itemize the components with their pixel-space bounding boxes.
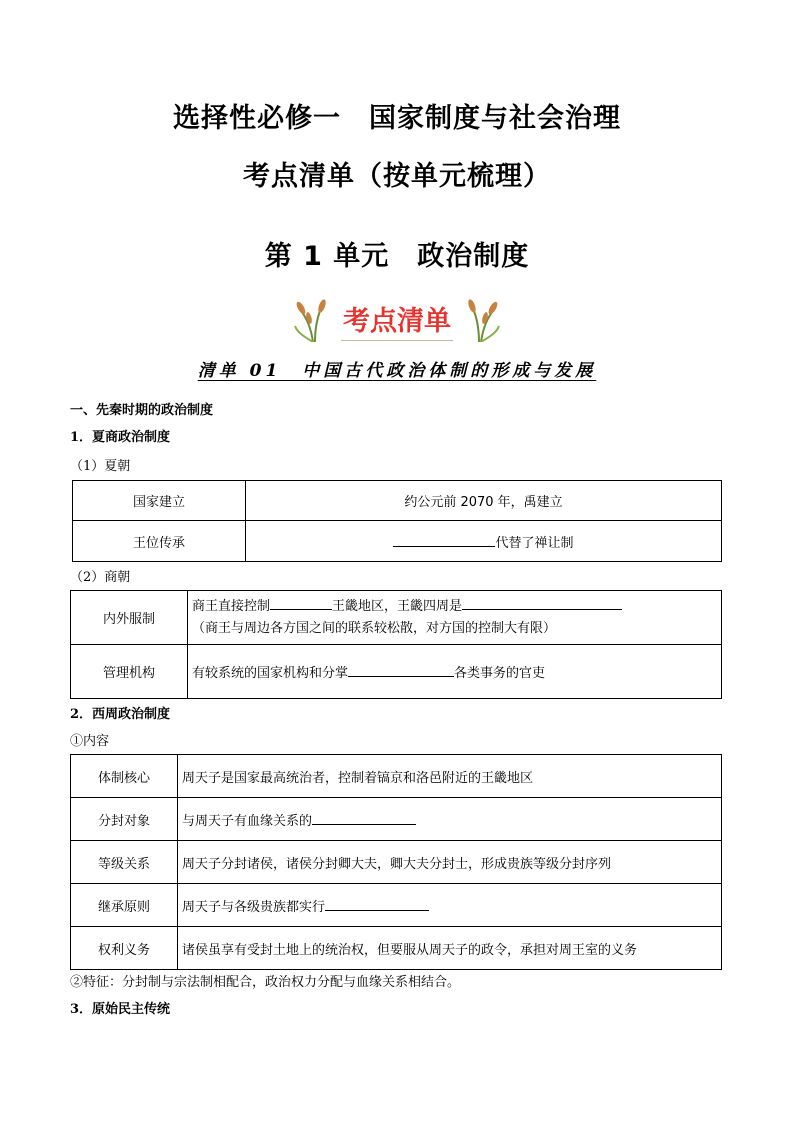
table-row (71, 841, 722, 884)
fill-blank[interactable] (312, 812, 416, 825)
row-value: 诸侯虽享有受封土地上的统治权，但要服从周天子的政令，承担对周王室的义务 (178, 927, 722, 970)
row-value: 有较系统的国家机构和分掌 各类事务的官吏 (188, 645, 722, 699)
feature-note: ②特征：分封制与宗法制相配合，政治权力分配与血缘关系相结合。 (70, 975, 461, 990)
section-banner (0, 296, 794, 344)
row-label: 继承原则 (71, 884, 178, 927)
reed-right-icon (461, 298, 501, 342)
list-heading: 清单 01 中国古代政治体制的形成与发展 (197, 361, 597, 381)
table-row (71, 645, 722, 699)
row-label: 等级关系 (71, 841, 178, 884)
reed-left-icon (293, 298, 333, 342)
row-value: 代替了禅让制 (246, 521, 722, 562)
row-value: 约公元前 2070 年，禹建立 (246, 481, 722, 521)
table-row (73, 481, 722, 521)
fill-blank[interactable] (270, 597, 332, 610)
subsection-label: ①内容 (70, 734, 110, 749)
xia-table (72, 480, 722, 562)
row-value: 商王直接控制 王畿地区，王畿四周是 （商王与周边各方国之间的联系较松散，对方国的控制大有限） (188, 591, 722, 645)
fill-blank[interactable] (393, 534, 495, 547)
document-title: 选择性必修一 国家制度与社会治理 (173, 103, 621, 134)
row-label: 王位传承 (73, 521, 246, 562)
row-value: 与周天子有血缘关系的 (178, 798, 722, 841)
zhou-table (70, 754, 722, 970)
subsection-label: （1）夏朝 (70, 459, 131, 474)
document-subtitle: 考点清单（按单元梳理） (243, 161, 551, 192)
row-label: 体制核心 (71, 755, 178, 798)
row-label: 权利义务 (71, 927, 178, 970)
row-label: 分封对象 (71, 798, 178, 841)
subsection-heading: 2．西周政治制度 (70, 707, 171, 722)
fill-blank[interactable] (462, 597, 622, 610)
shang-table (70, 590, 722, 699)
row-value: 周天子与各级贵族都实行 (178, 884, 722, 927)
section-heading: 一、先秦时期的政治制度 (70, 403, 214, 418)
table-row (71, 884, 722, 927)
table-row (71, 927, 722, 970)
row-label: 内外服制 (71, 591, 188, 645)
row-value: 周天子是国家最高统治者，控制着镐京和洛邑附近的王畿地区 (178, 755, 722, 798)
table-row (71, 798, 722, 841)
subsection-label: （2）商朝 (70, 570, 131, 585)
table-row (71, 755, 722, 798)
row-value: 周天子分封诸侯，诸侯分封卿大夫，卿大夫分封士，形成贵族等级分封序列 (178, 841, 722, 884)
subsection-heading: 3．原始民主传统 (70, 1002, 171, 1017)
fill-blank[interactable] (348, 664, 454, 677)
banner-title: 考点清单 (341, 299, 453, 341)
table-row (71, 591, 722, 645)
row-label: 国家建立 (73, 481, 246, 521)
unit-title: 第 1 单元 政治制度 (264, 241, 530, 272)
subsection-heading: 1．夏商政治制度 (70, 430, 171, 445)
table-row (73, 521, 722, 562)
row-label: 管理机构 (71, 645, 188, 699)
fill-blank[interactable] (325, 898, 429, 911)
